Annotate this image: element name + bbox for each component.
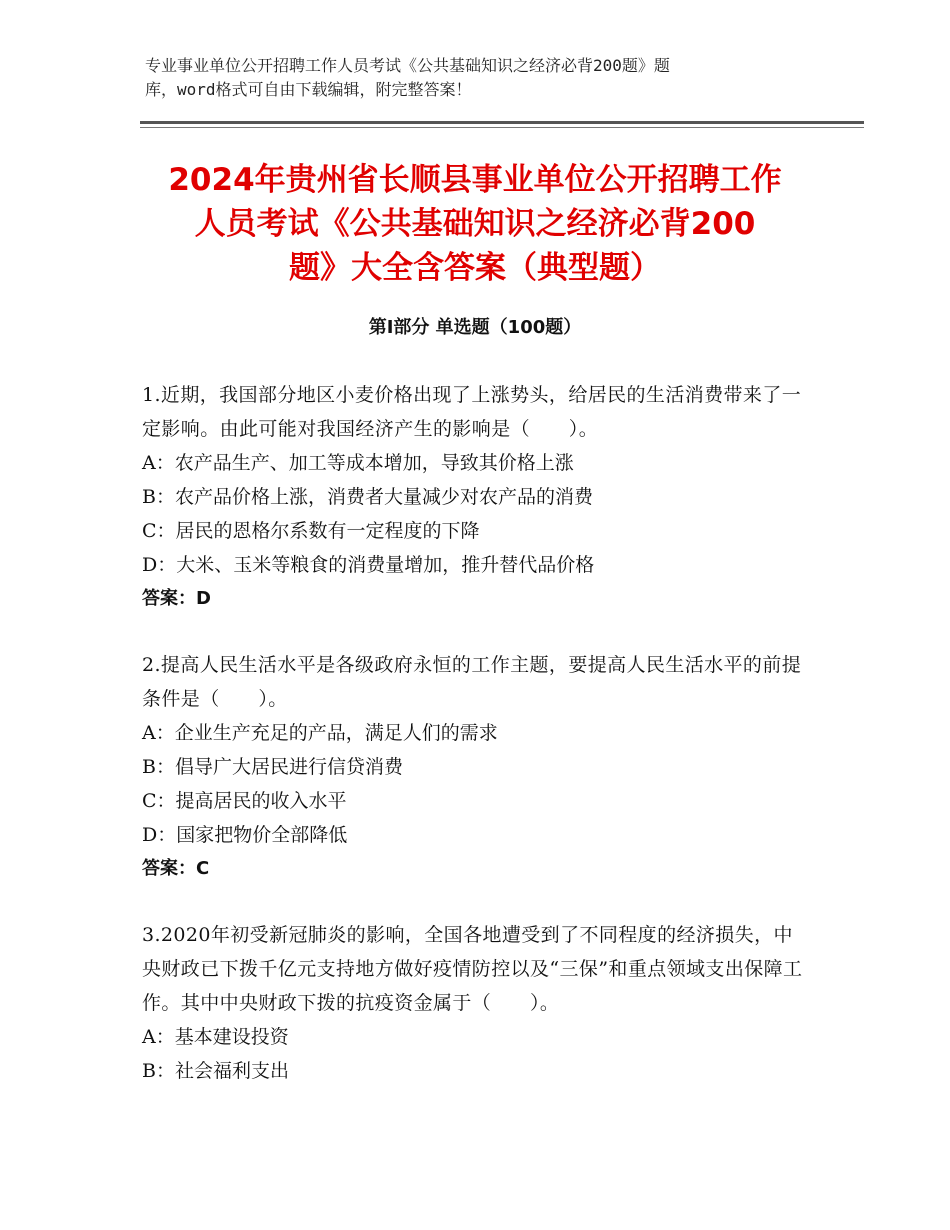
- document-title-line-1: 2024年贵州省长顺县事业单位公开招聘工作: [168, 162, 782, 198]
- question-option-b: B：倡导广大居民进行信贷消费: [142, 756, 403, 778]
- section-title: 第Ⅰ部分 单选题（100题）: [368, 317, 582, 338]
- question-option-a: A：基本建设投资: [142, 1026, 289, 1048]
- question-option-d: D：大米、玉米等粮食的消费量增加，推升替代品价格: [142, 554, 595, 576]
- question-list: [142, 378, 807, 1120]
- question-answer: 答案：D: [142, 588, 211, 609]
- question-answer: 答案：C: [142, 858, 210, 879]
- document-title: [140, 158, 810, 290]
- question-stem: 1.近期，我国部分地区小麦价格出现了上涨势头，给居民的生活消费带来了一定影响。由此可能对我国经济产生的影响是（ ）。: [142, 384, 802, 440]
- question-option-b: B：社会福利支出: [142, 1060, 289, 1082]
- question-option-a: A：企业生产充足的产品，满足人们的需求: [142, 722, 498, 744]
- document-title-line-2: 人员考试《公共基础知识之经济必背200: [194, 206, 756, 242]
- question-option-d: D：国家把物价全部降低: [142, 824, 348, 846]
- question-option-b: B：农产品价格上涨，消费者大量减少对农产品的消费: [142, 486, 593, 508]
- question-option-c: C：居民的恩格尔系数有一定程度的下降: [142, 520, 480, 542]
- question-option-a: A：农产品生产、加工等成本增加，导致其价格上涨: [142, 452, 574, 474]
- question-stem: 3.2020年初受新冠肺炎的影响，全国各地遭受到了不同程度的经济损失，中央财政已下拨千亿元支持地方做好疫情防控以及“三保”和重点领域支出保障工作。其中中央财政下拨的抗疫资金属于（ ）。: [142, 924, 803, 1014]
- header-note: [145, 54, 805, 102]
- question-3: [142, 918, 807, 1088]
- question-stem: 2.提高人民生活水平是各级政府永恒的工作主题，要提高人民生活水平的前提条件是（ ）。: [142, 654, 802, 710]
- question-1: [142, 378, 807, 616]
- document-title-line-3: 题》大全含答案（典型题）: [289, 250, 661, 286]
- question-2: [142, 648, 807, 886]
- header-divider-thick: [140, 121, 864, 124]
- header-divider-thin: [140, 127, 864, 128]
- question-option-c: C：提高居民的收入水平: [142, 790, 347, 812]
- header-note-line-2: 库，word格式可自由下载编辑，附完整答案！: [145, 80, 472, 99]
- header-note-line-1: 专业事业单位公开招聘工作人员考试《公共基础知识之经济必背200题》题: [145, 56, 670, 75]
